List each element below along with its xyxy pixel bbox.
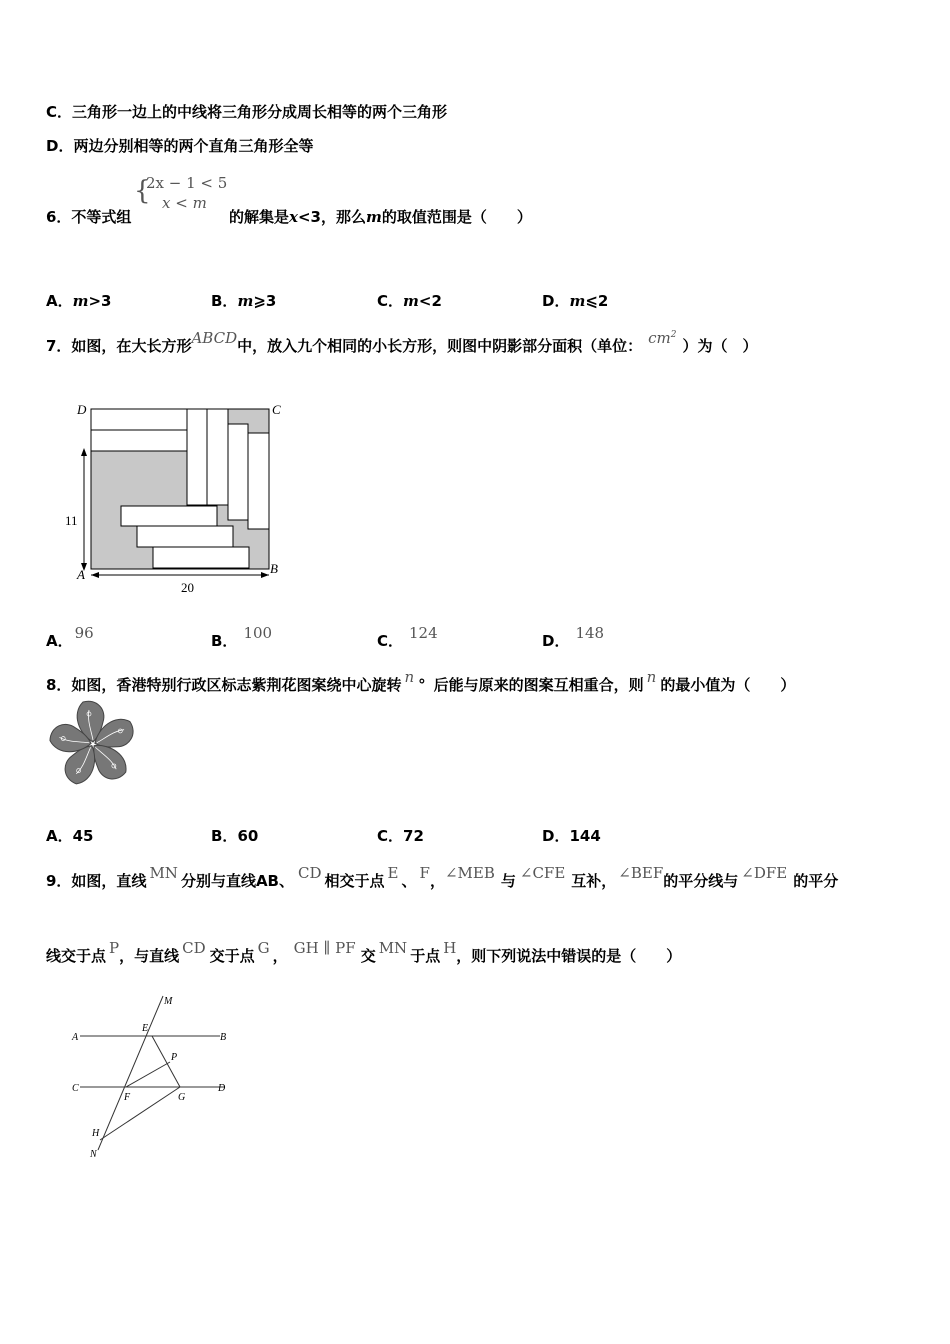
q7-rect-label: ABCD [191, 329, 238, 347]
q9-line-mn: MN [149, 864, 178, 882]
q6-number: 6．不等式组 [46, 208, 132, 226]
q9-stem-line-2 [46, 939, 682, 966]
q9-text-m: 交于点 [209, 947, 255, 965]
q9-fig-label-f: F [124, 1092, 131, 1103]
q6-option-c-rel: <2 [418, 292, 442, 310]
q9-angle-meb: ∠MEB [444, 864, 495, 882]
q9-line-cd-2: CD [182, 939, 206, 957]
q9-text-q: ，则下列说法中错误的是（ ） [456, 947, 682, 965]
q6-option-d-label: D． [542, 292, 570, 310]
q9-text-k: 线交于点 [46, 947, 107, 965]
q8-option-a-value: 45 [72, 827, 94, 845]
q7-arrowhead-up [81, 448, 87, 456]
q7-option-d-value: 148 [575, 624, 605, 642]
q8-var-n: n [404, 668, 415, 686]
q8-option-a [46, 825, 93, 846]
q7-option-a [46, 624, 94, 651]
q9-point-h: H [443, 939, 457, 957]
q7-option-c [377, 624, 438, 651]
q7-stem-text-3: ）为（ ） [682, 337, 758, 355]
q7-option-d [542, 624, 605, 651]
q9-text-i: 的平分线与 [663, 872, 739, 890]
q9-text-a: 9．如图，直线 [46, 872, 147, 890]
q9-line-mn-2: MN [378, 939, 408, 957]
q9-fig-label-m: M [164, 996, 173, 1007]
q7-small-rect-7 [121, 506, 217, 526]
q6-option-a-var: m [72, 292, 89, 310]
q7-arrowhead-left [91, 572, 99, 578]
q9-text-j: 的平分 [793, 872, 839, 890]
q7-small-rect-1 [91, 409, 187, 430]
q7-small-rect-2 [91, 430, 187, 451]
q7-unit-base: cm [648, 329, 671, 347]
q7-stem-text: 7．如图，在大长方形 [46, 337, 192, 355]
q9-line-gh [100, 1087, 180, 1140]
q8-option-b-value: 60 [237, 827, 259, 845]
q9-figure [60, 990, 260, 1165]
q8-option-b-label: B． [211, 827, 238, 845]
q5-option-c: C．三角形一边上的中线将三角形分成周长相等的两个三角形 [46, 103, 448, 121]
q6-option-d-var: m [569, 292, 586, 310]
q7-small-rect-6 [248, 433, 269, 529]
q8-option-c-label: C． [377, 827, 404, 845]
q7-option-c-label: C． [377, 632, 404, 650]
q9-point-e: E [387, 864, 399, 882]
q9-fig-label-c: C [72, 1083, 79, 1094]
q6-var-x: x [289, 208, 298, 226]
q7-option-b-value: 100 [243, 624, 273, 642]
q6-inequality-1: 2x − 1 < 5 [146, 174, 228, 192]
q7-label-b: B [270, 561, 278, 576]
q8-bauhinia-figure [46, 700, 140, 788]
q7-small-rect-4 [207, 409, 228, 505]
q8-option-a-label: A． [46, 827, 73, 845]
q9-text-g: 与 [500, 872, 516, 890]
q7-stem-text-2: 中，放入九个相同的小长方形，则图中阴影部分面积（单位： [237, 337, 643, 355]
q6-option-c-var: m [403, 292, 419, 310]
q9-line-mn-drawn [98, 996, 163, 1150]
q9-fig-label-h: H [92, 1128, 100, 1139]
q6-option-c-label: C． [377, 292, 404, 310]
q8-stem [46, 668, 796, 695]
q6-option-d [542, 290, 608, 311]
q7-option-b-label: B． [211, 632, 238, 650]
q5-option-d: D．两边分别相等的两个直角三角形全等 [46, 137, 314, 155]
q7-arrowhead-right [261, 572, 269, 578]
q9-line-fp [126, 1062, 170, 1087]
q9-fig-label-e: E [142, 1023, 149, 1034]
q6-option-b-label: B． [211, 292, 238, 310]
q6-tail-text-3: 的取值范围是（ ） [381, 208, 532, 226]
q7-option-d-label: D． [542, 632, 570, 650]
q7-label-a: A [77, 567, 85, 582]
q8-degree: ° [418, 676, 426, 694]
q9-fig-label-g: G [178, 1092, 186, 1103]
q9-point-g: G [257, 939, 270, 957]
q7-label-height: 11 [65, 513, 78, 528]
q7-option-c-value: 124 [409, 624, 438, 642]
q9-text-b: 分别与直线 [180, 872, 256, 890]
q8-option-c-value: 72 [403, 827, 424, 845]
q7-label-c: C [272, 402, 281, 417]
q9-text-o: 交 [360, 947, 376, 965]
q8-bauhinia-petals [47, 701, 137, 788]
q9-fig-label-n: N [90, 1149, 97, 1160]
q8-stem-text-3: 的最小值为（ ） [660, 676, 796, 694]
q8-option-c [377, 825, 424, 846]
q7-option-a-label: A． [46, 632, 73, 650]
q6-tail-text: 的解集是 [229, 208, 290, 226]
q9-fig-label-a: A [72, 1032, 79, 1043]
q6-option-c [377, 290, 442, 311]
q7-small-rect-3 [187, 409, 207, 505]
q6-option-d-rel: ⩽2 [585, 292, 609, 310]
q6-option-b-var: m [237, 292, 254, 310]
q9-point-f: F [419, 864, 430, 882]
q7-figure [60, 398, 300, 598]
q7-option-b [211, 624, 273, 651]
q9-line-ab: AB [255, 872, 279, 890]
q8-option-d-value: 144 [569, 827, 601, 845]
q9-fig-label-b: B [220, 1032, 227, 1043]
q8-var-n-2: n [646, 668, 657, 686]
q7-unit-sup: 2 [670, 330, 677, 340]
q7-stem [46, 329, 758, 359]
q9-angle-dfe: ∠DFE [741, 864, 788, 882]
q7-small-rect-9 [153, 547, 249, 568]
q8-stem-text: 8．如图，香港特别行政区标志紫荆花图案绕中心旋转 [46, 676, 402, 694]
q9-line-cd: CD [298, 864, 322, 882]
q6-var-m: m [365, 208, 382, 226]
q6-option-b-rel: ⩾3 [253, 292, 277, 310]
q9-text-n: ， [272, 947, 288, 965]
q9-parallel-gh-pf: GH ∥ PF [293, 939, 356, 957]
q8-stem-text-2: 后能与原来的图案互相重合，则 [433, 676, 644, 694]
q6-option-a [46, 290, 112, 311]
q6-stem-tail [229, 207, 532, 227]
q6-inequality-2: x < m [162, 194, 207, 212]
q6-option-a-rel: >3 [88, 292, 112, 310]
q6-tail-text-2: <3，那么 [297, 208, 366, 226]
q6-stem [46, 207, 131, 227]
q6-option-a-label: A． [46, 292, 73, 310]
q9-fig-label-p: P [171, 1052, 178, 1063]
q7-small-rect-5 [228, 424, 248, 520]
q7-option-a-value: 96 [74, 624, 94, 642]
q6-inequality-system: { 2x − 1 < 5 x < m [134, 174, 228, 212]
q9-text-d: 相交于点 [324, 872, 385, 890]
q9-text-f: ， [429, 872, 445, 890]
q8-option-b [211, 825, 258, 846]
q8-option-d-label: D． [542, 827, 570, 845]
q9-text-l: ，与直线 [119, 947, 180, 965]
q7-label-d: D [77, 402, 87, 417]
q9-fig-label-d: D [218, 1083, 226, 1094]
q9-angle-cfe: ∠CFE [519, 864, 566, 882]
q7-unit [648, 329, 676, 347]
q9-text-c: 、 [279, 872, 295, 890]
q9-text-e: 、 [401, 872, 417, 890]
q9-text-h: 互补， [571, 872, 617, 890]
q9-point-p: P [109, 939, 120, 957]
q9-stem-line-1 [46, 864, 839, 891]
q8-option-d [542, 825, 601, 846]
q9-text-p: 于点 [410, 947, 441, 965]
q7-label-width: 20 [181, 580, 194, 595]
q6-option-b [211, 290, 276, 311]
q7-small-rect-8 [137, 526, 233, 547]
q9-angle-bef: ∠BEF [618, 864, 664, 882]
